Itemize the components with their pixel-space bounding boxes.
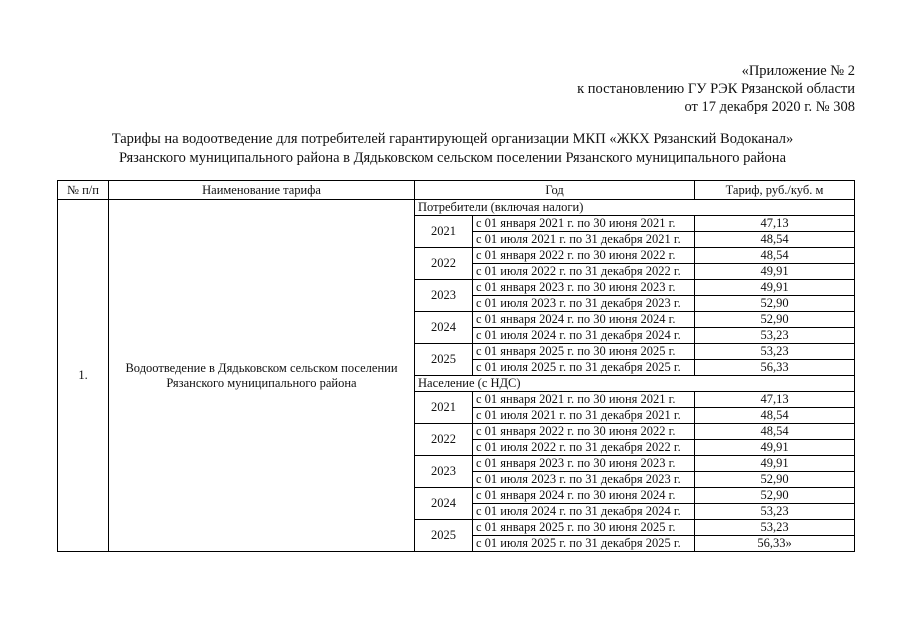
tariff-value: 53,23 <box>695 328 855 344</box>
tariff-value: 53,23 <box>695 344 855 360</box>
tariff-value: 48,54 <box>695 248 855 264</box>
title-line-1: Тарифы на водоотведение для потребителей гарантирующей организации МКП «ЖКХ Рязанский Водоканал» <box>111 131 794 147</box>
tariff-value: 47,13 <box>695 216 855 232</box>
document-title <box>0 130 905 168</box>
resolution-date: от 17 декабря 2020 г. № 308 <box>684 99 855 115</box>
column-header-year: Год <box>415 181 695 200</box>
tariff-value: 48,54 <box>695 424 855 440</box>
year-cell: 2025 <box>415 520 473 552</box>
year-cell: 2024 <box>415 312 473 344</box>
tariff-value: 56,33» <box>695 536 855 552</box>
period-cell: с 01 января 2021 г. по 30 июня 2021 г. <box>473 216 695 232</box>
tariff-value: 52,90 <box>695 312 855 328</box>
period-cell: с 01 января 2022 г. по 30 июня 2022 г. <box>473 248 695 264</box>
table-body <box>58 200 855 552</box>
tariff-value: 49,91 <box>695 264 855 280</box>
period-cell: с 01 января 2024 г. по 30 июня 2024 г. <box>473 312 695 328</box>
group-row <box>58 200 855 216</box>
appendix-number: «Приложение № 2 <box>741 63 855 79</box>
tariff-value: 53,23 <box>695 520 855 536</box>
period-cell: с 01 июля 2022 г. по 31 декабря 2022 г. <box>473 264 695 280</box>
tariff-value: 53,23 <box>695 504 855 520</box>
tariff-table <box>57 180 855 552</box>
period-cell: с 01 января 2021 г. по 30 июня 2021 г. <box>473 392 695 408</box>
tariff-value: 48,54 <box>695 232 855 248</box>
year-cell: 2023 <box>415 456 473 488</box>
period-cell: с 01 января 2023 г. по 30 июня 2023 г. <box>473 280 695 296</box>
tariff-value: 49,91 <box>695 456 855 472</box>
tariff-value: 49,91 <box>695 280 855 296</box>
tariff-value: 47,13 <box>695 392 855 408</box>
column-header-name: Наименование тарифа <box>109 181 415 200</box>
tariff-value: 52,90 <box>695 472 855 488</box>
period-cell: с 01 июля 2023 г. по 31 декабря 2023 г. <box>473 472 695 488</box>
period-cell: с 01 января 2024 г. по 30 июня 2024 г. <box>473 488 695 504</box>
period-cell: с 01 июля 2021 г. по 31 декабря 2021 г. <box>473 232 695 248</box>
period-cell: с 01 июля 2025 г. по 31 декабря 2025 г. <box>473 360 695 376</box>
tariff-name: Водоотведение в Дядьковском сельском поселении Рязанского муниципального района <box>109 200 415 552</box>
period-cell: с 01 июля 2023 г. по 31 декабря 2023 г. <box>473 296 695 312</box>
period-cell: с 01 июля 2022 г. по 31 декабря 2022 г. <box>473 440 695 456</box>
table-header-row <box>58 181 855 200</box>
period-cell: с 01 января 2025 г. по 30 июня 2025 г. <box>473 344 695 360</box>
period-cell: с 01 января 2023 г. по 30 июня 2023 г. <box>473 456 695 472</box>
tariff-value: 48,54 <box>695 408 855 424</box>
year-cell: 2023 <box>415 280 473 312</box>
year-cell: 2022 <box>415 424 473 456</box>
title-line-2: Рязанского муниципального района в Дядьковском сельском поселении Рязанского муниципального района <box>118 150 786 166</box>
appendix-header <box>577 62 855 116</box>
row-number: 1. <box>58 200 109 552</box>
column-header-tariff: Тариф, руб./куб. м <box>695 181 855 200</box>
resolution-reference: к постановлению ГУ РЭК Рязанской области <box>577 81 855 97</box>
period-cell: с 01 января 2025 г. по 30 июня 2025 г. <box>473 520 695 536</box>
column-header-number: № п/п <box>58 181 109 200</box>
period-cell: с 01 июля 2025 г. по 31 декабря 2025 г. <box>473 536 695 552</box>
year-cell: 2025 <box>415 344 473 376</box>
consumer-group-label: Потребители (включая налоги) <box>415 200 855 216</box>
tariff-value: 49,91 <box>695 440 855 456</box>
period-cell: с 01 июля 2024 г. по 31 декабря 2024 г. <box>473 504 695 520</box>
year-cell: 2021 <box>415 392 473 424</box>
tariff-value: 52,90 <box>695 296 855 312</box>
period-cell: с 01 июля 2021 г. по 31 декабря 2021 г. <box>473 408 695 424</box>
year-cell: 2024 <box>415 488 473 520</box>
tariff-value: 56,33 <box>695 360 855 376</box>
period-cell: с 01 июля 2024 г. по 31 декабря 2024 г. <box>473 328 695 344</box>
period-cell: с 01 января 2022 г. по 30 июня 2022 г. <box>473 424 695 440</box>
consumer-group-label: Население (с НДС) <box>415 376 855 392</box>
year-cell: 2022 <box>415 248 473 280</box>
year-cell: 2021 <box>415 216 473 248</box>
tariff-value: 52,90 <box>695 488 855 504</box>
